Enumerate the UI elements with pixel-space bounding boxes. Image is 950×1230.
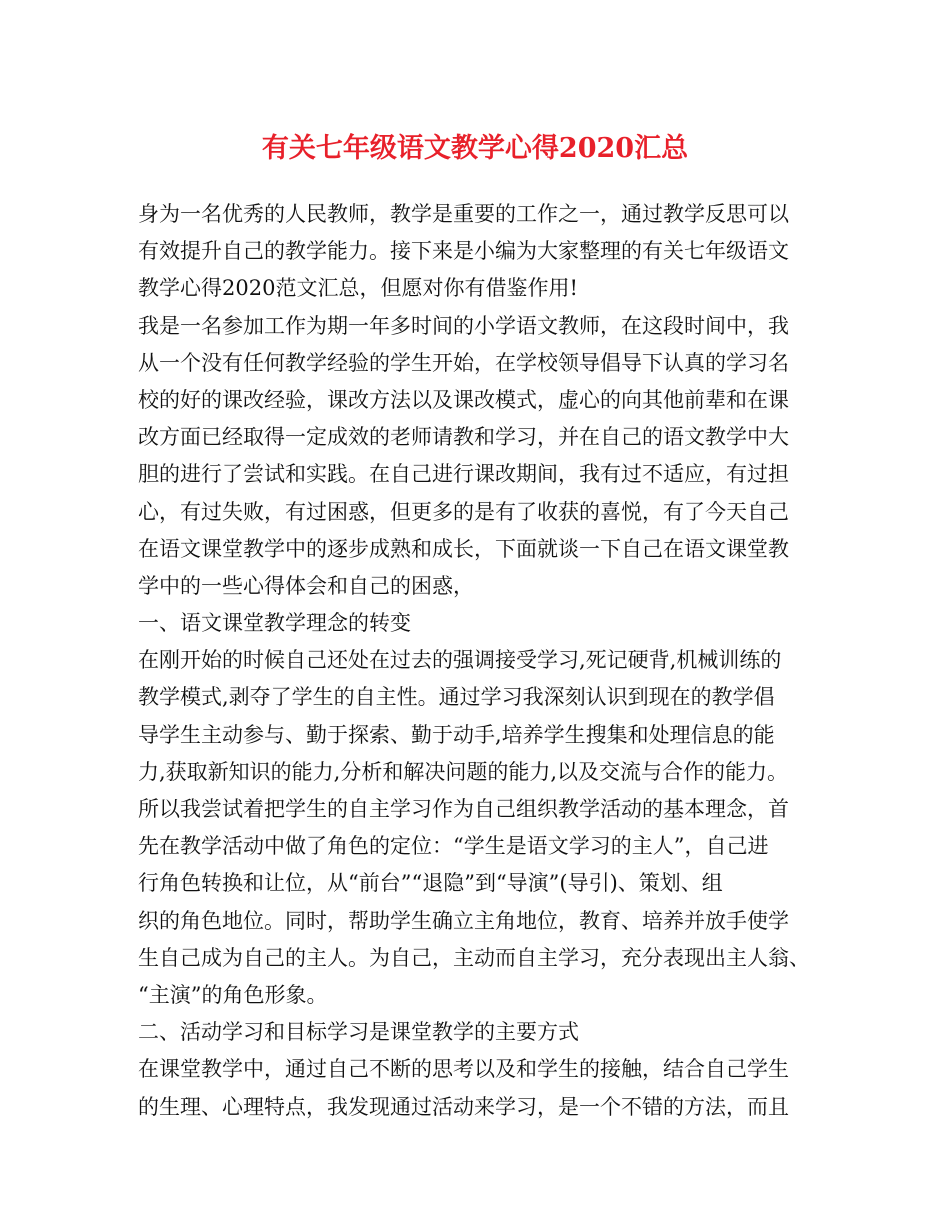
text-line: 心，有过失败，有过困惑，但更多的是有了收获的喜悦，有了今天自己: [138, 499, 789, 524]
text-line: 校的好的课改经验，课改方法以及课改模式，虚心的向其他前辈和在课: [138, 387, 789, 412]
document-body: [138, 196, 818, 1126]
document-title: 有关七年级语文教学心得2020汇总: [261, 133, 689, 164]
text-line: 在刚开始的时候自己还处在过去的强调接受学习,死记硬背,机械训练的: [138, 648, 782, 673]
text-line: 身为一名优秀的人民教师，教学是重要的工作之一，通过教学反思可以: [138, 202, 789, 226]
text-line: 在语文课堂教学中的逐步成熟和成长，下面就谈一下自己在语文课堂教: [138, 536, 789, 561]
text-line: 生自己成为自己的主人。为自己，主动而自主学习，充分表现出主人翁、: [138, 945, 810, 970]
text-line: 在课堂教学中，通过自己不断的思考以及和学生的接触，结合自己学生: [138, 1057, 789, 1082]
text-line: 有效提升自己的教学能力。接下来是小编为大家整理的有关七年级语文: [138, 239, 789, 264]
text-line: 先在教学活动中做了角色的定位：“学生是语文学习的主人”，自己进: [138, 834, 769, 859]
text-line: 的生理、心理特点，我发现通过活动来学习，是一个不错的方法，而且: [138, 1094, 789, 1119]
text-line: 教学心得2020范文汇总，但愿对你有借鉴作用!: [138, 276, 578, 301]
text-line: 改方面已经取得一定成效的老师请教和学习，并在自己的语文教学中大: [138, 425, 789, 450]
text-line: 从一个没有任何教学经验的学生开始，在学校领导倡导下认真的学习名: [138, 350, 789, 375]
section-heading: 二、活动学习和目标学习是课堂教学的主要方式: [138, 1020, 579, 1045]
text-line: 所以我尝试着把学生的自主学习作为自己组织教学活动的基本理念，首: [138, 797, 789, 821]
text-line: 我是一名参加工作为期一年多时间的小学语文教师，在这段时间中，我: [138, 313, 789, 338]
text-line: 力,获取新知识的能力,分析和解决问题的能力,以及交流与合作的能力。: [138, 759, 789, 784]
section-heading: 一、语文课堂教学理念的转变: [138, 611, 411, 636]
text-line: 导学生主动参与、勤于探索、勤于动手,培养学生搜集和处理信息的能: [138, 722, 775, 747]
text-line: 行角色转换和让位，从“前台”“退隐”到“导演”(导引)、策划、组: [138, 871, 723, 896]
text-line: 织的角色地位。同时，帮助学生确立主角地位，教育、培养并放手使学: [138, 908, 789, 933]
text-line: 学中的一些心得体会和自己的困惑，: [138, 573, 474, 598]
text-line: 教学模式,剥夺了学生的自主性。通过学习我深刻认识到现在的教学倡: [138, 685, 775, 710]
text-line: “主演”的角色形象。: [138, 982, 328, 1007]
text-line: 胆的进行了尝试和实践。在自己进行课改期间，我有过不适应，有过担: [138, 462, 789, 487]
